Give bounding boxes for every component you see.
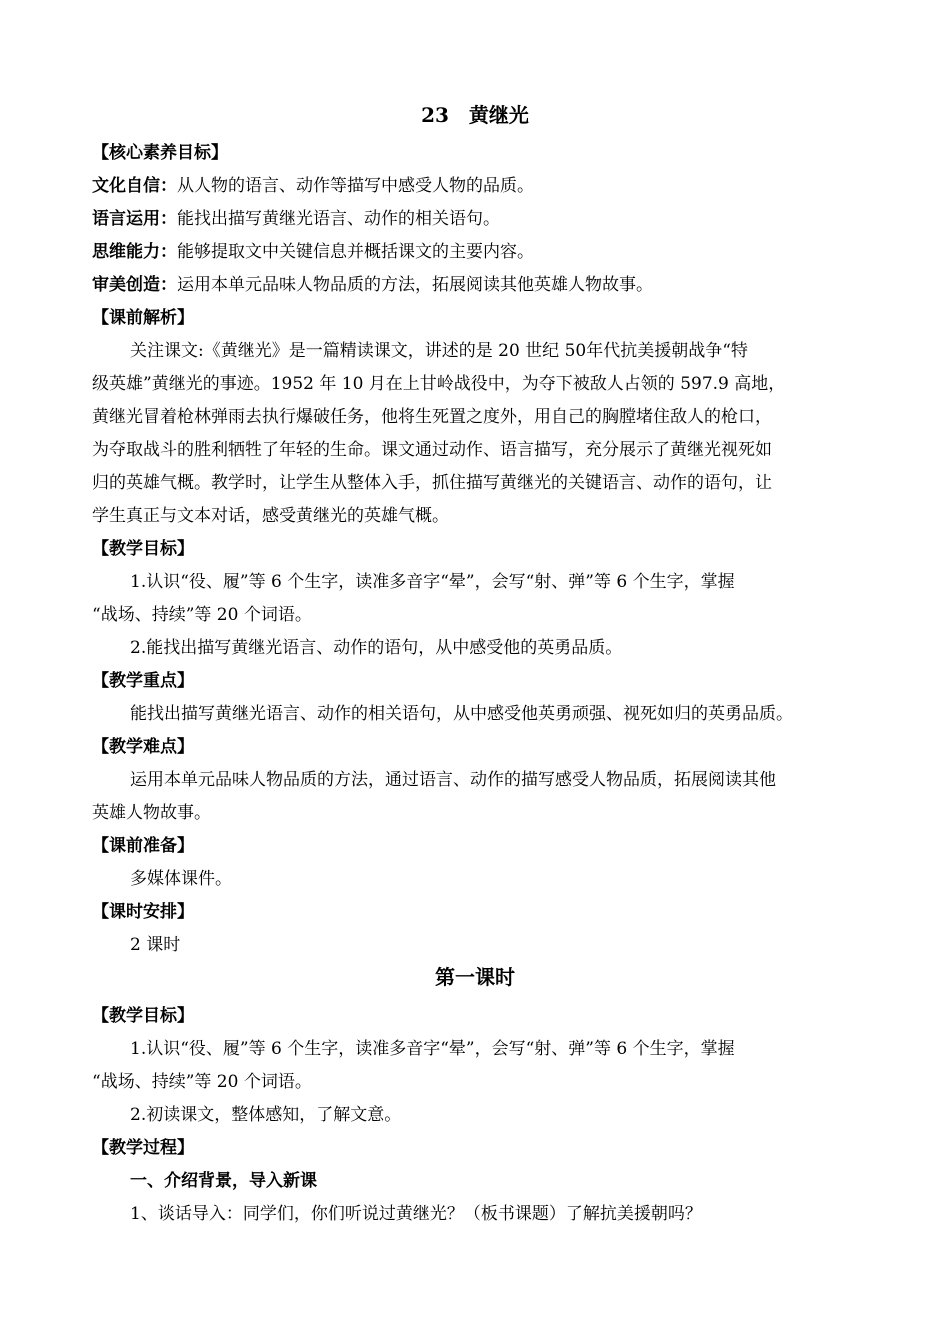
process-heading: 【教学过程】 xyxy=(92,1138,194,1158)
goal-language xyxy=(92,208,500,230)
lesson1-goal-line: 2.初读课文，整体感知，了解文意。 xyxy=(130,1105,402,1125)
process-step-heading: 一、介绍背景，导入新课 xyxy=(130,1171,317,1191)
goal-text: 运用本单元品味人物品质的方法，拓展阅读其他英雄人物故事。 xyxy=(177,275,653,295)
analysis-line: 级英雄”黄继光的事迹。1952 年 10 月在上甘岭战役中，为夺下被敌人占领的 597.9 高地， xyxy=(92,374,786,394)
key-points-heading: 【教学重点】 xyxy=(92,671,194,691)
analysis-line: 归的英雄气概。教学时，让学生从整体入手，抓住描写黄继光的关键语言、动作的语句，让 xyxy=(92,473,772,493)
analysis-line: 学生真正与文本对话，感受黄继光的英雄气概。 xyxy=(92,506,449,526)
goal-label: 语言运用： xyxy=(92,209,177,229)
preparation-line: 多媒体课件。 xyxy=(130,869,232,889)
schedule-heading: 【课时安排】 xyxy=(92,902,194,922)
goal-label: 思维能力： xyxy=(92,242,177,262)
goal-label: 文化自信： xyxy=(92,176,177,196)
lesson1-title: 第一课时 xyxy=(435,965,515,989)
difficulties-line: 运用本单元品味人物品质的方法，通过语言、动作的描写感受人物品质，拓展阅读其他 xyxy=(130,770,776,790)
goal-culture xyxy=(92,175,534,197)
goal-thinking xyxy=(92,241,534,263)
process-item: 1、谈话导入：同学们，你们听说过黄继光？（板书课题）了解抗美援朝吗？ xyxy=(130,1204,702,1224)
difficulties-line: 英雄人物故事。 xyxy=(92,803,211,823)
difficulties-heading: 【教学难点】 xyxy=(92,737,194,757)
core-goals-heading: 【核心素养目标】 xyxy=(92,143,228,163)
teaching-goals-heading: 【教学目标】 xyxy=(92,539,194,559)
teaching-goal-line: “战场、持续”等 20 个词语。 xyxy=(92,605,312,625)
analysis-line: 为夺取战斗的胜利牺牲了年轻的生命。课文通过动作、语言描写，充分展示了黄继光视死如 xyxy=(92,440,772,460)
preparation-heading: 【课前准备】 xyxy=(92,836,194,856)
analysis-heading: 【课前解析】 xyxy=(92,308,194,328)
teaching-goal-line: 2.能找出描写黄继光语言、动作的语句，从中感受他的英勇品质。 xyxy=(130,638,623,658)
goal-text: 能够提取文中关键信息并概括课文的主要内容。 xyxy=(177,242,534,262)
lesson1-goal-line: 1.认识“役、履”等 6 个生字，读准多音字“晕”，会写“射、弹”等 6 个生字，掌握 xyxy=(130,1039,735,1059)
document-title: 23 黄继光 xyxy=(421,103,529,127)
lesson1-goals-heading: 【教学目标】 xyxy=(92,1006,194,1026)
lesson1-goal-line: “战场、持续”等 20 个词语。 xyxy=(92,1072,312,1092)
goal-aesthetic xyxy=(92,274,653,296)
goal-text: 从人物的语言、动作等描写中感受人物的品质。 xyxy=(177,176,534,196)
teaching-goal-line: 1.认识“役、履”等 6 个生字，读准多音字“晕”，会写“射、弹”等 6 个生字，掌握 xyxy=(130,572,735,592)
analysis-line: 黄继光冒着枪林弹雨去执行爆破任务，他将生死置之度外，用自己的胸膛堵住敌人的枪口， xyxy=(92,407,772,427)
key-points-line: 能找出描写黄继光语言、动作的相关语句，从中感受他英勇顽强、视死如归的英勇品质。 xyxy=(130,704,793,724)
analysis-line: 关注课文:《黄继光》是一篇精读课文，讲述的是 20 世纪 50年代抗美援朝战争“特 xyxy=(130,341,748,361)
schedule-line: 2 课时 xyxy=(130,935,181,955)
goal-text: 能找出描写黄继光语言、动作的相关语句。 xyxy=(177,209,500,229)
goal-label: 审美创造： xyxy=(92,275,177,295)
